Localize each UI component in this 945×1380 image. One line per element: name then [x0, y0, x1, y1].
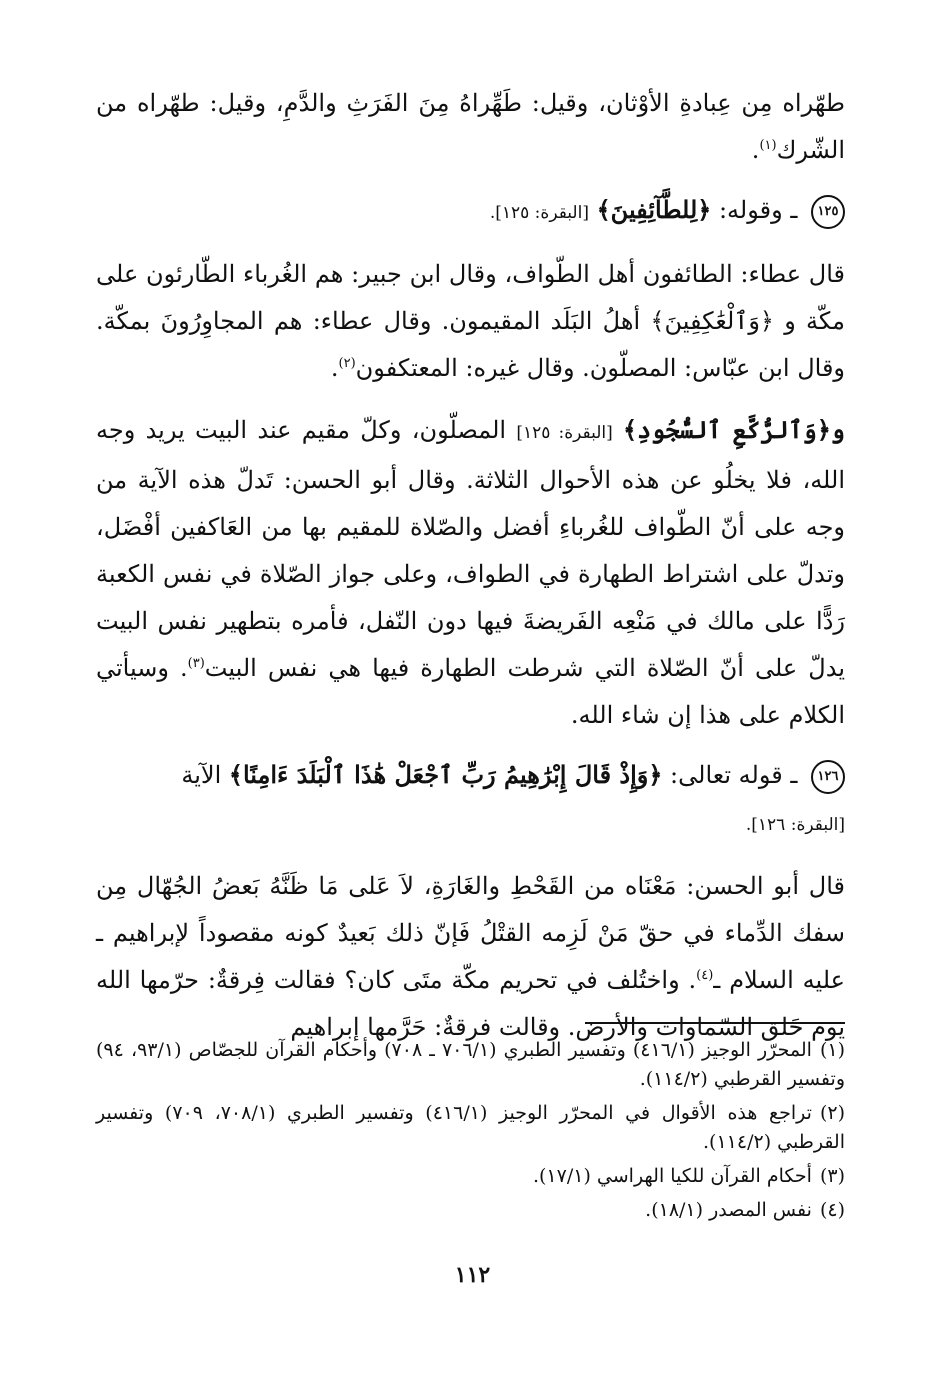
footnote-number: (٢): [819, 1102, 846, 1124]
paragraph-2-text: قال عطاء: الطائفون أهل الطّواف، وقال ابن جبير: هم الغُرباء الطّارئون على مكّة و ﴿وَٱلْعَٰكِفِينَ﴾ أهلُ البَلَد المقيمون. وقال عطاء: هم المجاوِرُونَ بمكّة. وقال ابن عبّاس: المصلّون. وقال غيره: المعتكفون: [96, 260, 845, 382]
quran-quote: و﴿وَٱلرُّكَّعِ ٱلسُّجُودِ﴾: [623, 415, 845, 444]
paragraph-4-tail: . واختُلف في تحريم مكّة متَى كان؟ فقالت فِرقةٌ: حرّمها الله يوم خَلق السّماوات والأرض. وقالت فرقةٌ: حَرَّمها إبراهيم: [96, 966, 845, 1041]
verse-lead: ـ وقوله:: [718, 196, 798, 224]
paragraph-3-tail: . وسيأتي الكلام على هذا إن شاء الله.: [96, 654, 845, 729]
paragraph-3: [96, 406, 845, 739]
footnote-item: [96, 1162, 845, 1191]
footnote-text: أحكام القرآن للكيا الهراسي (١٧/١).: [532, 1165, 812, 1187]
footnote-divider: [585, 1022, 845, 1024]
footnote-item: [96, 1099, 845, 1157]
footnote-text: المحرّر الوجيز (٤١٦/١) وتفسير الطبري (٧٠٦/١ ـ ٧٠٨) وأحكام القرآن للجصّاص (٩٣/١، ٩٤) وتفسير القرطبي (١١٤/٢).: [96, 1039, 845, 1090]
verse-lead: ـ قوله تعالى:: [670, 761, 798, 789]
footnote-ref-3[interactable]: (٣): [187, 656, 205, 671]
footnote-item: [96, 1036, 845, 1094]
footnote-item: [96, 1196, 845, 1225]
verse-tail: الآية: [181, 761, 222, 789]
paragraph-4-text: قال أبو الحسن: مَعْنَاه من القَحْطِ والغَارَةِ، لاَ عَلى مَا ظَنَّهُ بَعضُ الجُهّال مِن سفك الدِّماء في حقّ مَنْ لَزِمه القتْلُ فَإنّ ذلك بَعيدٌ كونه مقصوداً لإبراهيم ـ عليه السلام ـ: [96, 872, 845, 994]
footnote-ref-1[interactable]: (١): [759, 138, 777, 153]
surah-reference: [البقرة: ١٢٥]: [516, 423, 613, 443]
quran-quote: ﴿لِلطَّآئِفِينَ﴾: [596, 195, 712, 224]
footnote-ref-2[interactable]: (٢): [338, 356, 356, 371]
footnote-number: (١): [819, 1039, 846, 1061]
footnote-number: (٤): [819, 1199, 845, 1221]
footnote-text: تراجع هذه الأقوال في المحرّر الوجيز (٤١٦/١) وتفسير الطبري (٧٠٨/١، ٧٠٩) وتفسير القرطبي (١١٤/٢).: [96, 1102, 845, 1153]
paragraph-2: قال عطاء: الطائفون أهل الطّواف، وقال ابن جبير: هم الغُرباء الطّارئون على مكّة و ﴿وَٱلْعَٰكِفِينَ﴾ أهلُ البَلَد المقيمون. وقال عطاء: هم المجاوِرُونَ بمكّة. وقال ابن عبّاس: المصلّون. وقال غيره: المعتكفون$^{(٢)}$.: [96, 260, 845, 382]
footnote-ref-4[interactable]: (٤): [696, 968, 714, 983]
ayah-number-medallion: ١٢٥: [811, 195, 845, 229]
verse-heading-125: [96, 186, 845, 237]
surah-reference: [البقرة: ١٢٥].: [489, 203, 589, 223]
paragraph-1: طهّراه مِن عِبادةِ الأوْثان، وقيل: طَهِّراهُ مِنَ الفَرَثِ والدَّمِ، وقيل: طهّراه من الشّرك$^{(١)}$.: [96, 89, 846, 164]
quran-quote: ﴿وَإِذْ قَالَ إِبْرَٰهِيمُ رَبِّ ٱجْعَلْ هَٰذَا ٱلْبَلَدَ ءَامِنًا﴾: [228, 760, 663, 789]
ayah-number-medallion: ١٢٦: [811, 760, 845, 794]
paragraph-1-text: طهّراه مِن عِبادةِ الأوْثان، وقيل: طَهِّراهُ مِنَ الفَرَثِ والدَّمِ، وقيل: طهّراه من الشّرك: [96, 89, 846, 164]
paragraph-3-text: المصلّون، وكلّ مقيم عند البيت يريد وجه الله، فلا يخلُو عن هذه الأحوال الثلاثة. وقال أبو الحسن: تَدلّ هذه الآية من وجه على أنّ الطّواف للغُرباءِ أفضل والصّلاة للمقيم بها من العَاكفين أفْضَل، وتدلّ على اشتراط الطهارة في الطواف، وعلى جواز الصّلاة في نفس الكعبة رَدًّا على مالك في مَنْعِه الفَريضةَ فيها دون النّفل، فأمره بتطهير نفس البيت يدلّ على أنّ الصّلاة التي شرطت الطهارة فيها هي نفس البيت: [96, 416, 846, 682]
footnote-number: (٣): [819, 1165, 845, 1187]
footnotes: [96, 1036, 845, 1230]
footnote-text: نفس المصدر (١٨/١).: [645, 1199, 812, 1221]
surah-reference: [البقرة: ١٢٦].: [745, 815, 845, 835]
verse-heading-126: [96, 751, 845, 849]
page-number: ١١٢: [454, 1262, 491, 1288]
